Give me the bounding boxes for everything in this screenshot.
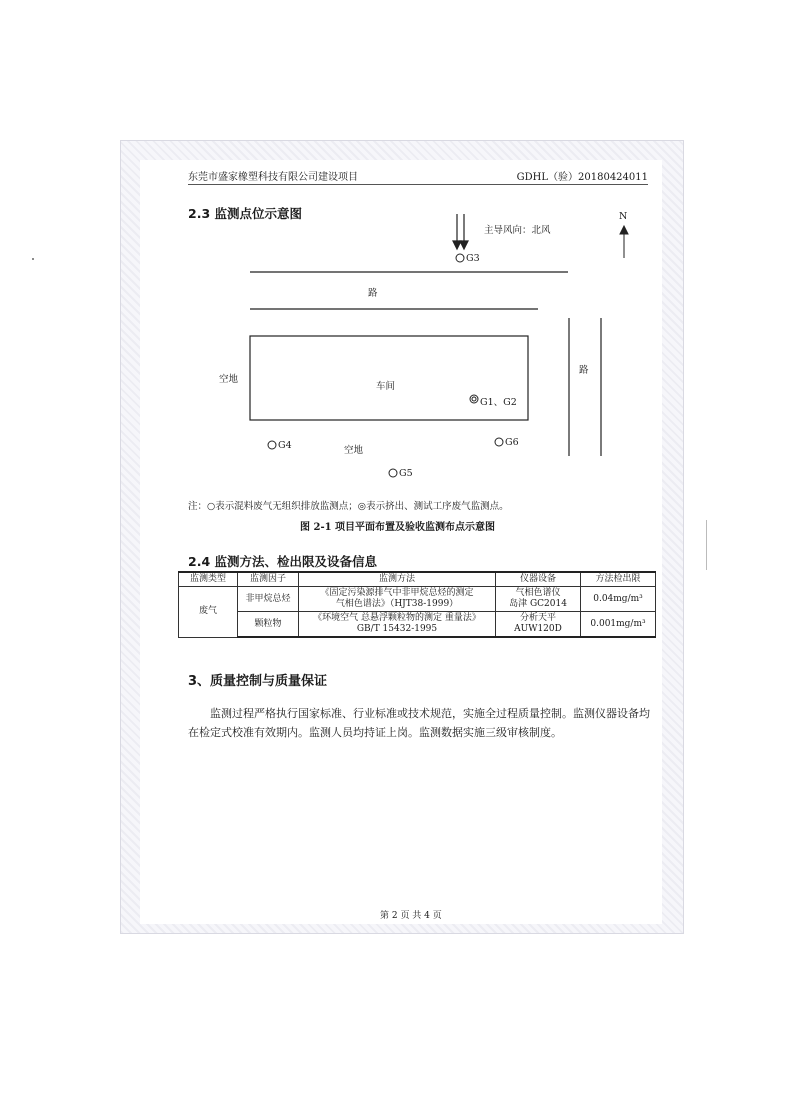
header-report-number: GDHL（验）20180424011 [516,172,648,183]
method-line: GB/T 15432-1995 [356,624,438,634]
quality-control-paragraph: 监测过程严格执行国家标准、行业标准或技术规范，实施全过程质量控制。监测仪器设备均在检定式校准有效期内。监测人员均持证上岗。监测数据实施三级审核制度。 [188,707,650,739]
g3-marker-icon [456,254,464,262]
device-line: AUW120D [514,624,562,634]
table-header-cell: 仪器设备 [496,572,581,587]
monitoring-methods-table [178,571,656,638]
factor-cell: 非甲烷总烃 [238,587,299,612]
method-line: 《环境空气 总悬浮颗粒物的测定 重量法》 [313,613,481,623]
detection-limit-cell: 0.04mg/m³ [581,587,656,612]
device-line: 气相色谱仪 [515,588,561,598]
north-arrow-icon [620,226,628,258]
method-line: 气相色谱法》（HJT38-1999） [335,599,459,609]
section-2-4-title: 2.4 监测方法、检出限及设备信息 [188,554,377,569]
device-line: 分析天平 [519,613,556,623]
table-row [179,612,656,638]
vacant-land-left-label: 空地 [219,374,239,385]
point-g3-label: G3 [466,253,480,264]
north-label: N [619,211,628,222]
section-2-3-title: 2.3 监测点位示意图 [188,206,302,221]
g4-marker-icon [268,441,276,449]
wind-direction-label: 主导风向：北风 [484,225,551,236]
g6-marker-icon [495,438,503,446]
table-header-row [179,572,656,587]
point-g1-g2-label: G1、G2 [480,397,517,408]
page-number: 第 2 页 共 4 页 [380,911,442,921]
point-g4-label: G4 [278,440,292,451]
section-3-title: 3、质量控制与质量保证 [188,674,328,689]
method-cell [299,612,496,638]
table-header-cell: 监测方法 [299,572,496,587]
table-header-cell: 监测因子 [238,572,299,587]
method-cell [299,587,496,612]
road-top-label: 路 [368,288,378,299]
diagram-note: 注：○表示混料废气无组织排放监测点；◎表示挤出、测试工序废气监测点。 [188,501,509,512]
vacant-land-bottom-label: 空地 [344,445,364,456]
device-cell [496,612,581,638]
device-cell [496,587,581,612]
table-row [179,587,656,612]
table-header-cell: 监测类型 [179,572,238,587]
point-g6-label: G6 [505,437,519,448]
header-company: 东莞市盛家橡塑科技有限公司建设项目 [188,172,358,183]
figure-caption: 图 2-1 项目平面布置及验收监测布点示意图 [300,522,496,533]
table-header-cell: 方法检出限 [581,572,656,587]
g5-marker-icon [389,469,397,477]
wind-direction-arrows [453,214,468,249]
factor-cell: 颗粒物 [238,612,299,638]
monitoring-type-cell: 废气 [179,587,238,638]
workshop-label: 车间 [376,381,396,392]
method-line: 《固定污染源排气中非甲烷总烃的测定 [320,588,474,598]
road-right-label: 路 [579,365,589,376]
g1-g2-marker-icon [470,395,478,403]
detection-limit-cell: 0.001mg/m³ [581,612,656,638]
point-g5-label: G5 [399,468,413,479]
device-line: 岛津 GC2014 [509,599,567,609]
